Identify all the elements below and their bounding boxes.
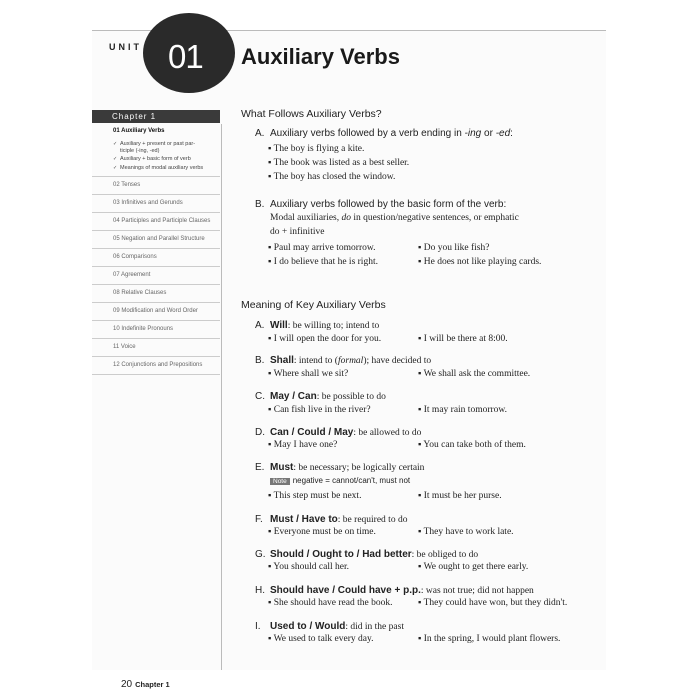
example-sentence: ▪ You should call her. bbox=[268, 562, 349, 572]
verb-meaning: Can / Could / May: be allowed to do bbox=[270, 427, 422, 438]
footer-chapter: Chapter 1 bbox=[135, 680, 170, 689]
sidebar-item[interactable]: 04 Participles and Participle Clauses bbox=[92, 213, 220, 231]
sidebar-sub-item[interactable]: ✓ Meanings of modal auxiliary verbs bbox=[92, 164, 220, 173]
example-sentence: ▪ Everyone must be on time. bbox=[268, 527, 376, 537]
verb-meaning: Shall: intend to (formal); have decided to bbox=[270, 355, 432, 366]
item-label: B. bbox=[255, 355, 265, 366]
verb-meaning: Should / Ought to / Had better: be obliged to do bbox=[270, 549, 479, 560]
example-sentence: ▪ I will open the door for you. bbox=[268, 334, 382, 344]
sidebar-item[interactable]: 10 Indefinite Pronouns bbox=[92, 321, 220, 339]
sidebar-item[interactable]: 05 Negation and Parallel Structure bbox=[92, 231, 220, 249]
sidebar-item[interactable]: 12 Conjunctions and Prepositions bbox=[92, 357, 220, 375]
example-sentence: ▪ This step must be next. bbox=[268, 491, 362, 501]
page-footer bbox=[121, 679, 170, 690]
sidebar-divider bbox=[221, 124, 222, 670]
item-label: F. bbox=[255, 514, 263, 525]
page-title: Auxiliary Verbs bbox=[241, 44, 400, 69]
unit-number: 01 bbox=[168, 38, 203, 75]
example-sentence: ▪ We ought to get there early. bbox=[418, 562, 529, 572]
example-sentence: ▪ I do believe that he is right. bbox=[268, 257, 378, 267]
item-label: G. bbox=[255, 549, 266, 560]
item-label: D. bbox=[255, 427, 265, 438]
sidebar-item[interactable]: 11 Voice bbox=[92, 339, 220, 357]
item-label: H. bbox=[255, 585, 265, 596]
example-sentence: ▪ Can fish live in the river? bbox=[268, 405, 371, 415]
example-sentence: ▪ It may rain tomorrow. bbox=[418, 405, 508, 415]
unit-label: UNIT bbox=[109, 42, 142, 52]
verb-meaning: Must: be necessary; be logically certain bbox=[270, 462, 425, 473]
example-sentence: ▪ The boy is flying a kite. bbox=[268, 144, 365, 154]
sidebar-sub-item[interactable]: ✓ Auxiliary + present or past par- ticiple (-ing, -ed) bbox=[92, 140, 220, 155]
verb-meaning: Will: be willing to; intend to bbox=[270, 320, 380, 331]
sidebar-item[interactable]: 02 Tenses bbox=[92, 177, 220, 195]
item-label: E. bbox=[255, 462, 265, 473]
verb-meaning: Should have / Could have + p.p.: was not true; did not happen bbox=[270, 585, 534, 596]
sidebar-item[interactable]: 09 Modification and Word Order bbox=[92, 303, 220, 321]
example-sentence: ▪ I will be there at 8:00. bbox=[418, 334, 508, 344]
sidebar-item[interactable]: 08 Relative Clauses bbox=[92, 285, 220, 303]
example-sentence: ▪ Do you like fish? bbox=[418, 243, 490, 253]
sidebar-item[interactable]: 07 Agreement bbox=[92, 267, 220, 285]
example-sentence: ▪ The book was listed as a best seller. bbox=[268, 158, 410, 168]
sidebar-sub-item[interactable]: ✓ Auxiliary + basic form of verb bbox=[92, 155, 220, 164]
example-sentence: ▪ Where shall we sit? bbox=[268, 369, 349, 379]
rule-text: Auxiliary verbs followed by a verb ending in -ing or -ed: bbox=[270, 128, 513, 139]
rule-description: do + infinitive bbox=[270, 227, 325, 237]
rule-description: Modal auxiliaries, do in question/negative sentences, or emphatic bbox=[270, 213, 519, 223]
item-label: C. bbox=[255, 391, 265, 402]
item-label: A. bbox=[255, 128, 265, 139]
example-sentence: ▪ We used to talk every day. bbox=[268, 634, 374, 644]
item-label: A. bbox=[255, 320, 265, 331]
example-sentence: ▪ In the spring, I would plant flowers. bbox=[418, 634, 561, 644]
example-sentence: ▪ They could have won, but they didn't. bbox=[418, 598, 568, 608]
example-sentence: ▪ The boy has closed the window. bbox=[268, 172, 396, 182]
sidebar-item-active[interactable]: 01 Auxiliary Verbs bbox=[113, 128, 165, 134]
item-label: I. bbox=[255, 621, 261, 632]
section-heading: Meaning of Key Auxiliary Verbs bbox=[241, 299, 386, 311]
example-sentence: ▪ He does not like playing cards. bbox=[418, 257, 542, 267]
page-number: 20 bbox=[121, 679, 133, 690]
rule-text: Auxiliary verbs followed by the basic form of the verb: bbox=[270, 199, 507, 210]
example-sentence: ▪ They have to work late. bbox=[418, 527, 514, 537]
example-sentence: ▪ She should have read the book. bbox=[268, 598, 393, 608]
sidebar bbox=[92, 110, 220, 375]
item-label: B. bbox=[255, 199, 265, 210]
note-tag: Note bbox=[270, 478, 290, 485]
note-line: Note negative = cannot/can't, must not bbox=[270, 476, 410, 485]
example-sentence: ▪ You can take both of them. bbox=[418, 440, 526, 450]
verb-meaning: Must / Have to: be required to do bbox=[270, 514, 408, 525]
example-sentence: ▪ May I have one? bbox=[268, 440, 338, 450]
sidebar-item[interactable]: 03 Infinitives and Gerunds bbox=[92, 195, 220, 213]
verb-meaning: May / Can: be possible to do bbox=[270, 391, 386, 402]
section-heading: What Follows Auxiliary Verbs? bbox=[241, 108, 382, 120]
sidebar-heading: Chapter 1 bbox=[92, 110, 220, 123]
example-sentence: ▪ Paul may arrive tomorrow. bbox=[268, 243, 376, 253]
verb-meaning: Used to / Would: did in the past bbox=[270, 621, 404, 632]
example-sentence: ▪ It must be her purse. bbox=[418, 491, 502, 501]
sidebar-sub-list bbox=[92, 140, 220, 177]
sidebar-item[interactable]: 06 Comparisons bbox=[92, 249, 220, 267]
example-sentence: ▪ We shall ask the committee. bbox=[418, 369, 531, 379]
